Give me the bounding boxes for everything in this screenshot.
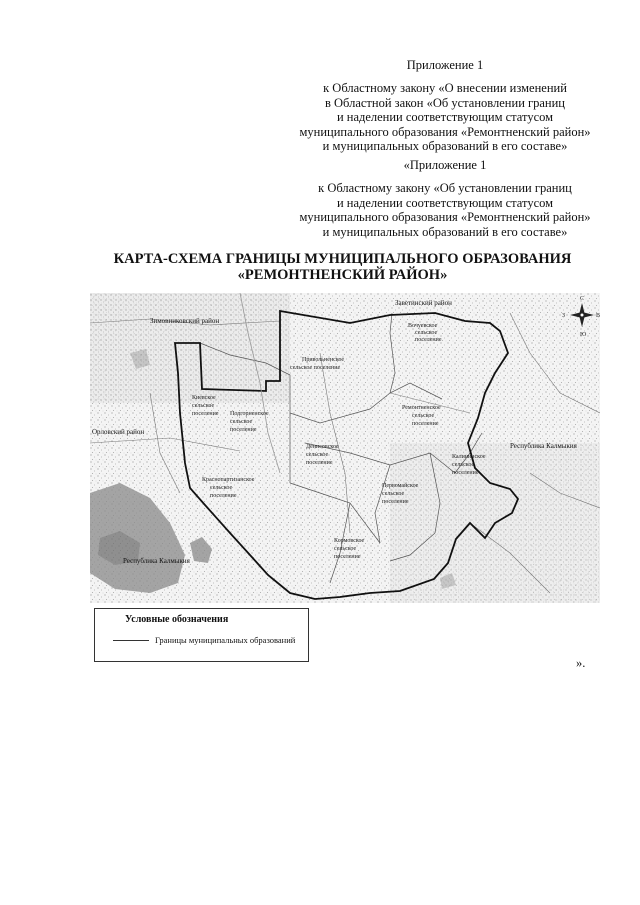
compass-west: З — [562, 313, 566, 319]
annex1-text — [250, 81, 640, 154]
svg-text:поселение: поселение — [192, 411, 219, 417]
neighbor-kalmykia-east: Республика Калмыкия — [510, 442, 577, 450]
annex1-line: и муниципальных образований в его составе» — [322, 139, 568, 153]
compass-east: В — [596, 313, 600, 319]
annex1-line: к Областному закону «О внесении изменений — [323, 81, 567, 95]
closing-quote: ». — [576, 656, 586, 670]
svg-text:Киевское: Киевское — [192, 395, 216, 401]
map-legend — [94, 608, 309, 662]
annex1-line: в Областной закон «Об установлении границ — [324, 95, 565, 110]
neighbor-orlovsky: Орловский район — [92, 428, 145, 436]
svg-text:сельское: сельское — [382, 491, 405, 497]
title-line-1: КАРТА-СХЕМА ГРАНИЦЫ МУНИЦИПАЛЬНОГО ОБРАЗОВАНИЯ — [113, 251, 572, 267]
svg-text:поселение: поселение — [452, 470, 479, 476]
svg-text:Ремонтненское: Ремонтненское — [402, 405, 441, 411]
annex2-line: и наделении соответствующим статусом — [336, 195, 554, 210]
legend-boundary-swatch — [113, 640, 149, 641]
svg-text:Кормовское: Кормовское — [334, 538, 365, 544]
annex2-text — [250, 181, 640, 239]
svg-text:поселение: поселение — [382, 499, 409, 505]
svg-text:сельское: сельское — [412, 413, 435, 419]
neighbor-zimovnikovsky: Зимовниковский район — [150, 317, 220, 325]
page-title — [60, 251, 625, 283]
svg-text:поселение: поселение — [334, 554, 361, 560]
svg-text:поселение: поселение — [415, 337, 442, 343]
annex2-line: и муниципальных образований в его составе» — [322, 224, 568, 239]
svg-text:Вочуевское: Вочуевское — [408, 323, 438, 329]
svg-text:Привольненское: Привольненское — [302, 357, 345, 363]
compass-north: С — [580, 296, 585, 302]
compass-south: Ю — [580, 332, 587, 338]
neighbor-zavetinsky: Заветинский район — [395, 299, 452, 307]
annex2-label: «Приложение 1 — [403, 158, 487, 172]
svg-text:сельское: сельское — [334, 546, 357, 552]
svg-text:сельское: сельское — [192, 403, 215, 409]
svg-text:сельское: сельское — [306, 452, 329, 458]
annex1-line: муниципального образования «Ремонтненский район» — [299, 124, 591, 139]
svg-text:Подгорненское: Подгорненское — [230, 411, 269, 417]
svg-text:поселение: поселение — [210, 493, 237, 499]
svg-text:сельское поселение: сельское поселение — [290, 365, 341, 371]
svg-text:Калининское: Калининское — [452, 454, 486, 460]
annex1-label: Приложение 1 — [406, 58, 484, 72]
title-line-2: «РЕМОНТНЕНСКИЙ РАЙОН» — [237, 267, 448, 283]
district-map — [90, 293, 600, 603]
annex2-line: к Областному закону «Об установлении границ — [318, 181, 572, 195]
svg-text:поселение: поселение — [412, 421, 439, 427]
svg-text:Денисовское: Денисовское — [306, 444, 339, 450]
legend-title: Условные обозначения — [125, 614, 229, 625]
annex2-line: муниципального образования «Ремонтненский район» — [299, 210, 591, 224]
legend-item-label: Границы муниципальных образований — [155, 635, 296, 645]
svg-text:поселение: поселение — [230, 427, 257, 433]
svg-text:поселение: поселение — [306, 460, 333, 466]
svg-text:сельское: сельское — [452, 462, 475, 468]
svg-text:сельское: сельское — [210, 485, 233, 491]
svg-text:сельское: сельское — [415, 330, 438, 336]
svg-text:сельское: сельское — [230, 419, 253, 425]
svg-text:Первомайское: Первомайское — [382, 483, 419, 489]
svg-text:Краснопартизанское: Краснопартизанское — [202, 477, 255, 483]
neighbor-kalmykia-south: Республика Калмыкия — [123, 557, 190, 565]
annex1-line: и наделении соответствующим статусом — [336, 110, 554, 124]
